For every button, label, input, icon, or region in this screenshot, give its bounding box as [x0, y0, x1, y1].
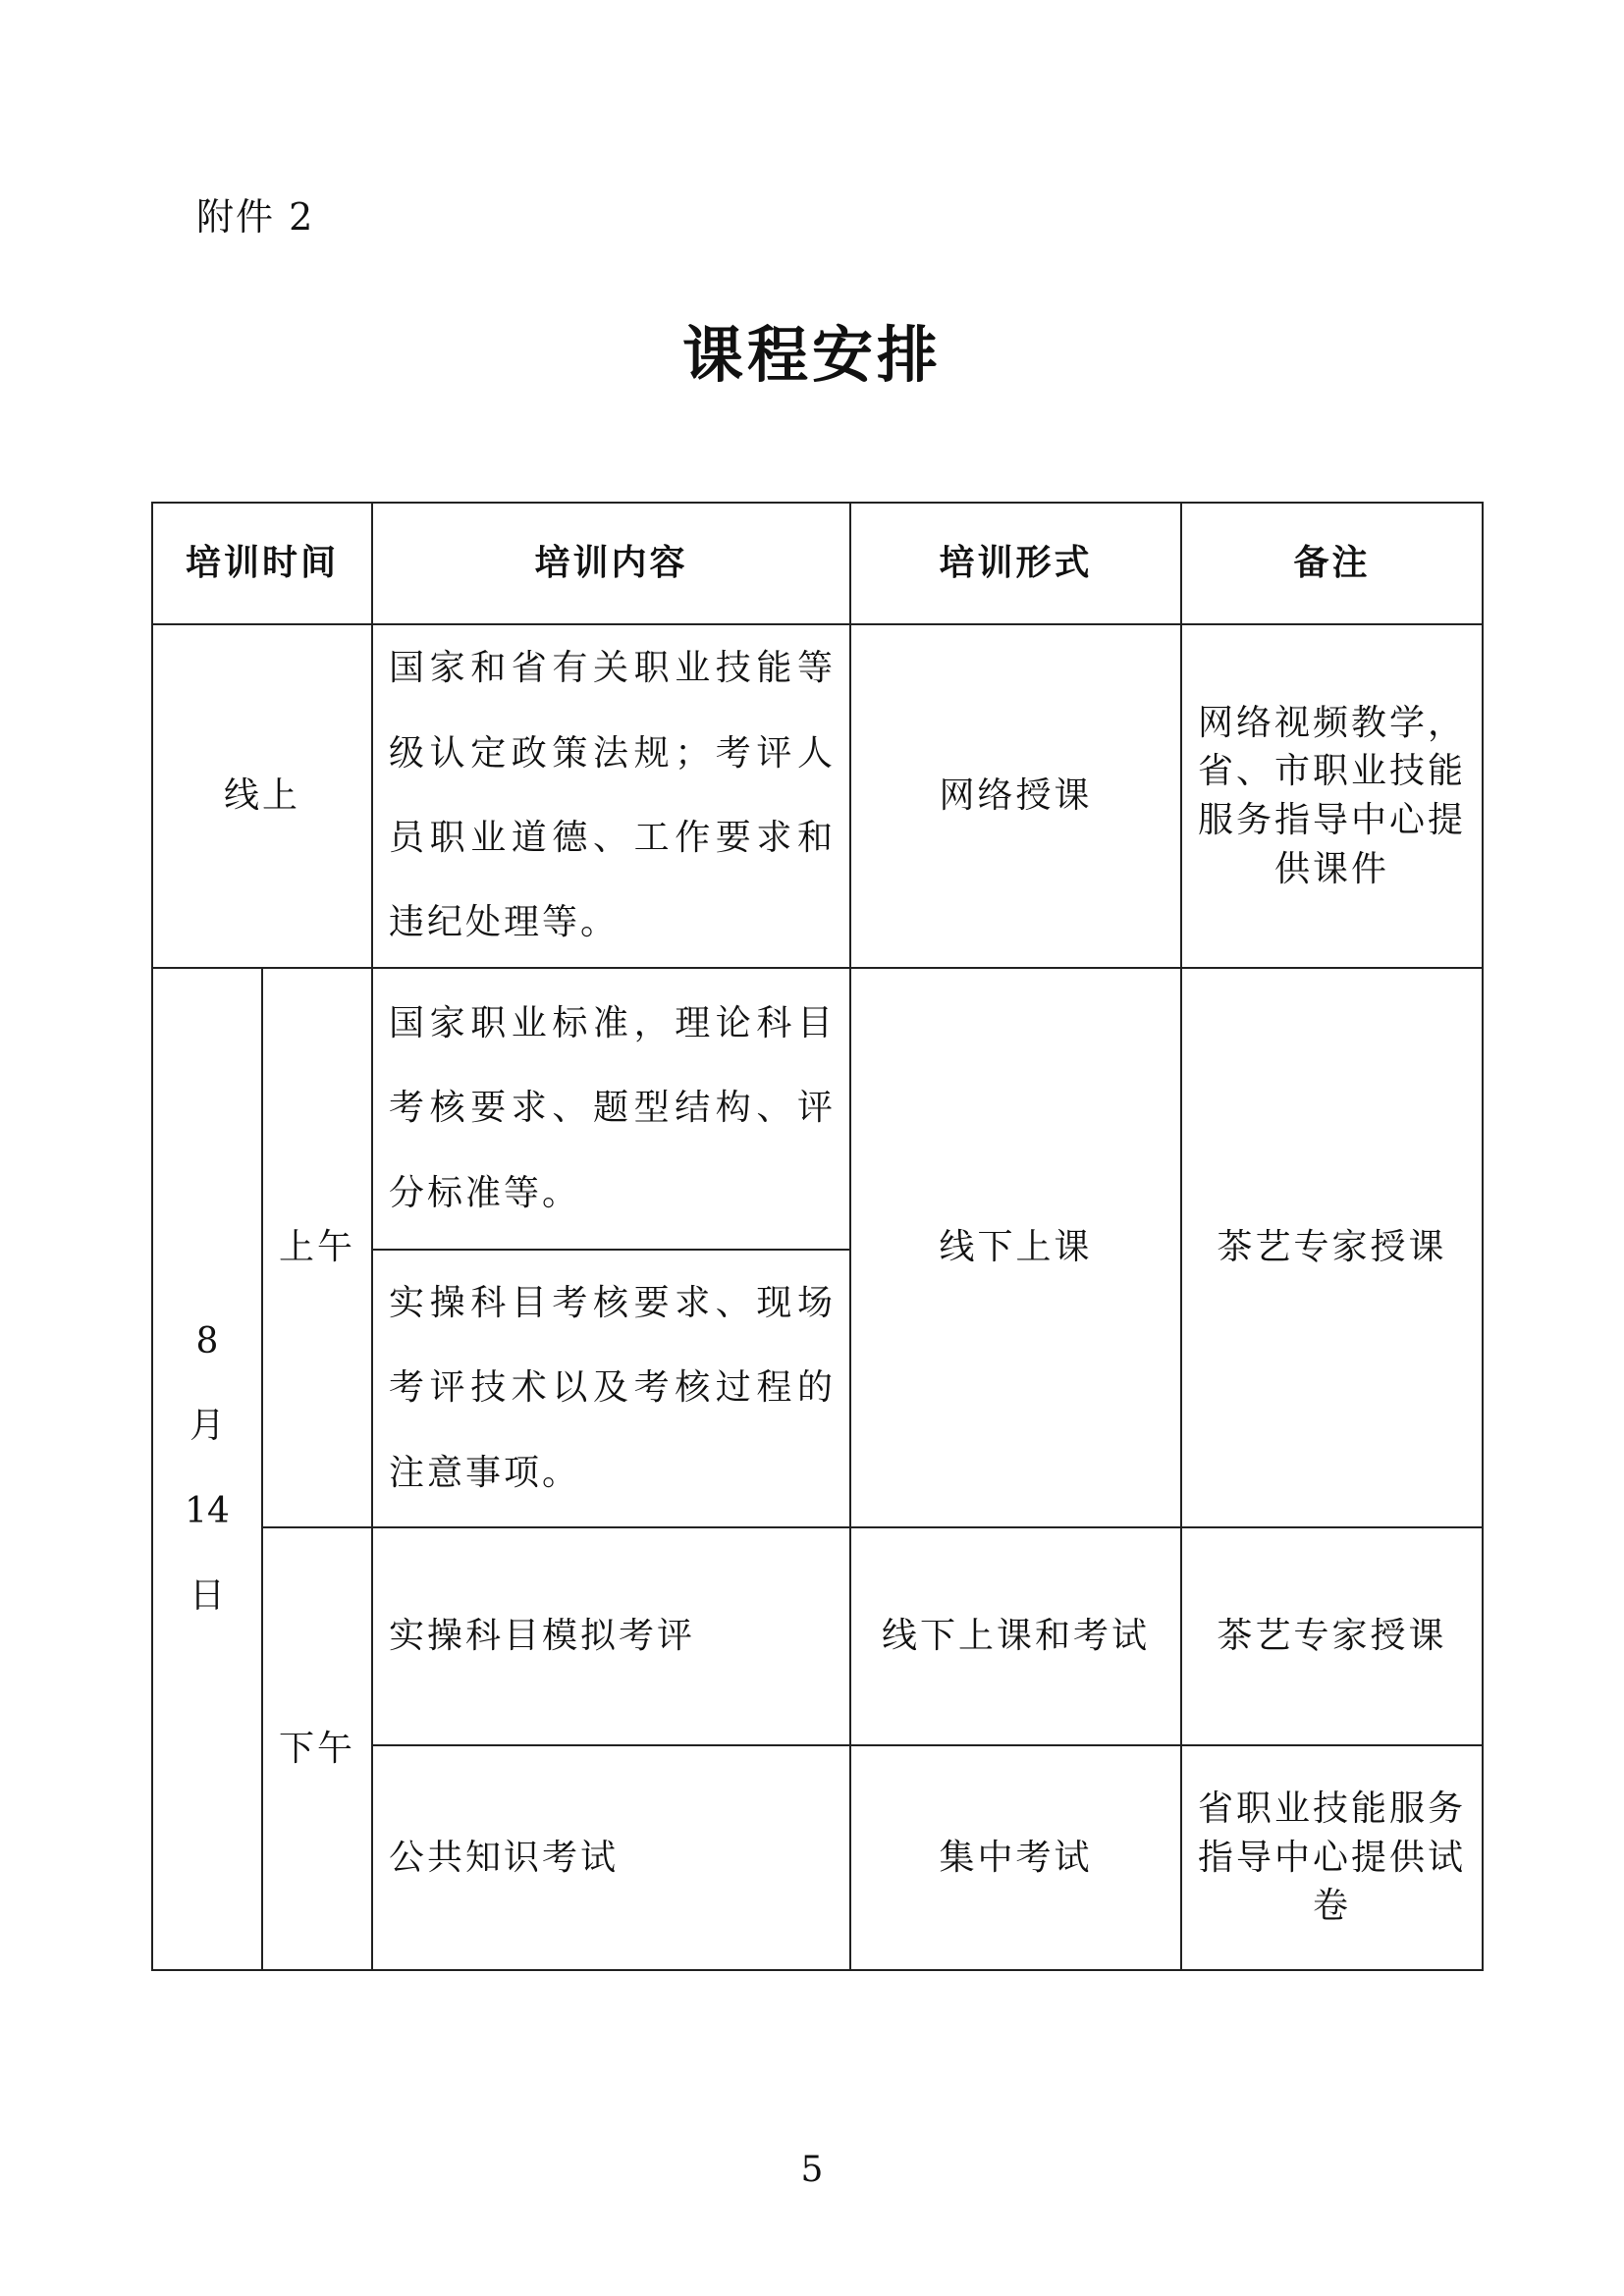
online-time-cell: 线上	[152, 624, 372, 968]
afternoon-content-1-cell: 实操科目模拟考评	[372, 1527, 850, 1745]
afternoon-format-2-cell: 集中考试	[850, 1745, 1181, 1970]
morning-content-2-cell: 实操科目考核要求、现场考评技术以及考核过程的注意事项。	[372, 1250, 850, 1527]
date-month-num: 8	[195, 1320, 219, 1362]
header-content: 培训内容	[372, 503, 850, 624]
afternoon-content-2-cell: 公共知识考试	[372, 1745, 850, 1970]
date-day-char: 日	[189, 1575, 225, 1616]
morning-content-1-cell: 国家职业标准，理论科目考核要求、题型结构、评分标准等。	[372, 968, 850, 1250]
header-time: 培训时间	[152, 503, 372, 624]
online-note-cell: 网络视频教学，省、市职业技能服务指导中心提供课件	[1181, 624, 1483, 968]
date-day-num: 14	[185, 1490, 230, 1531]
header-format: 培训形式	[850, 503, 1181, 624]
morning-format-cell: 线下上课	[850, 968, 1181, 1527]
afternoon-note-1-cell: 茶艺专家授课	[1181, 1527, 1483, 1745]
page-title: 课程安排	[681, 319, 942, 391]
afternoon-format-1-cell: 线下上课和考试	[850, 1527, 1181, 1745]
table-header-row	[152, 503, 1483, 624]
morning-period-cell: 上午	[262, 968, 372, 1527]
date-month-char: 月	[189, 1406, 225, 1447]
morning-note-cell: 茶艺专家授课	[1181, 968, 1483, 1527]
afternoon-note-2-cell: 省职业技能服务指导中心提供试卷	[1181, 1745, 1483, 1970]
afternoon-period-cell: 下午	[262, 1527, 372, 1970]
table-row-afternoon-1	[152, 1527, 1483, 1745]
attachment-label: 附件 2	[196, 195, 315, 239]
date-cell	[152, 968, 262, 1970]
table-row-morning-1	[152, 968, 1483, 1250]
online-content-cell: 国家和省有关职业技能等级认定政策法规；考评人员职业道德、工作要求和违纪处理等。	[372, 624, 850, 968]
table-row-online	[152, 624, 1483, 968]
page-number: 5	[800, 2150, 824, 2190]
header-note: 备注	[1181, 503, 1483, 624]
schedule-table	[151, 502, 1484, 1971]
online-format-cell: 网络授课	[850, 624, 1181, 968]
